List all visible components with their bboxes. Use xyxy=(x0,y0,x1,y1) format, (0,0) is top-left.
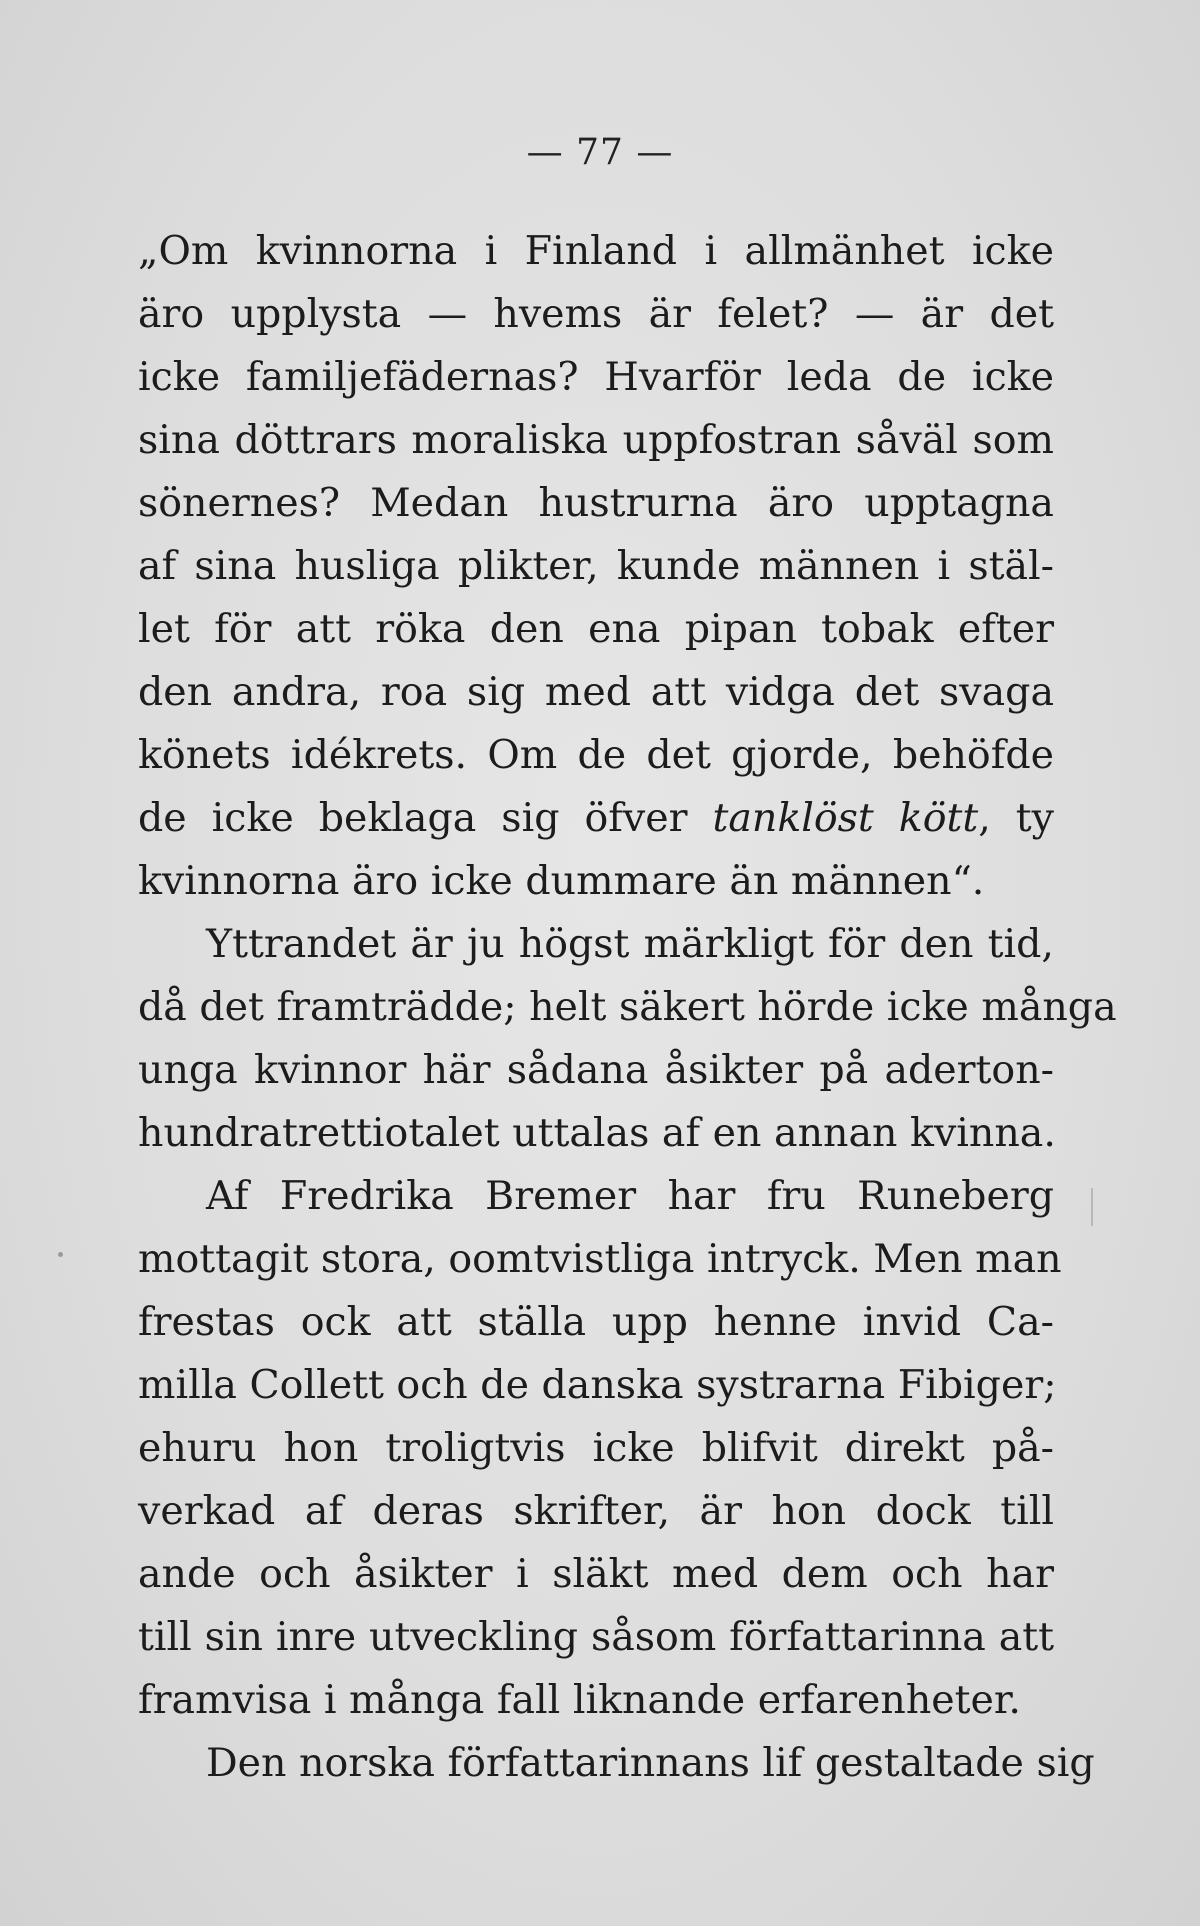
paragraph-start-line: Den norska författarinnans lif gestaltade sig xyxy=(206,1740,1095,1786)
text-line: sönernes? Medan hustrurna äro upptagna xyxy=(138,480,1054,526)
text-segment: , ty xyxy=(978,795,1054,841)
italic-phrase: tanklöst kött xyxy=(712,795,979,841)
text-segment: de icke beklaga sig öfver xyxy=(138,795,713,841)
text-line: ehuru hon troligtvis icke blifvit direkt på- xyxy=(138,1425,1054,1471)
page-number: — 77 — xyxy=(526,132,674,173)
text-line: let för att röka den ena pipan tobak efter xyxy=(138,606,1054,652)
paragraph-start-line: Yttrandet är ju högst märkligt för den tid, xyxy=(206,921,1054,967)
text-line: då det framträdde; helt säkert hörde icke många xyxy=(138,984,1117,1030)
text-line-with-emphasis xyxy=(138,787,1054,850)
text-line: af sina husliga plikter, kunde männen i stäl- xyxy=(138,543,1054,589)
paper-edge-mark xyxy=(1091,1188,1093,1226)
text-line: unga kvinnor här sådana åsikter på aderton- xyxy=(138,1047,1054,1093)
text-line: framvisa i många fall liknande erfarenheter. xyxy=(138,1677,1021,1723)
paper-speck xyxy=(58,1252,63,1257)
text-line: „Om kvinnorna i Finland i allmänhet icke xyxy=(138,228,1054,274)
text-line: den andra, roa sig med att vidga det svaga xyxy=(138,669,1054,715)
text-line: hundratrettiotalet uttalas af en annan kvinna. xyxy=(138,1110,1056,1156)
text-line: milla Collett och de danska systrarna Fibiger; xyxy=(138,1362,1057,1408)
text-line: äro upplysta — hvems är felet? — är det xyxy=(138,291,1054,337)
paragraph-start-line: Af Fredrika Bremer har fru Runeberg xyxy=(206,1173,1054,1219)
text-line: könets idékrets. Om de det gjorde, behöfde xyxy=(138,732,1054,778)
text-line: ande och åsikter i släkt med dem och har xyxy=(138,1551,1054,1597)
body-text xyxy=(138,220,1117,1795)
text-line: mottagit stora, oomtvistliga intryck. Men man xyxy=(138,1236,1062,1282)
text-line: sina döttrars moraliska uppfostran såväl som xyxy=(138,417,1054,463)
text-line: verkad af deras skrifter, är hon dock till xyxy=(138,1488,1054,1534)
text-line: icke familjefädernas? Hvarför leda de icke xyxy=(138,354,1054,400)
text-line: kvinnorna äro icke dummare än männen“. xyxy=(138,858,985,904)
text-line: frestas ock att ställa upp henne invid Ca- xyxy=(138,1299,1054,1345)
text-line: till sin inre utveckling såsom författarinna att xyxy=(138,1614,1054,1660)
